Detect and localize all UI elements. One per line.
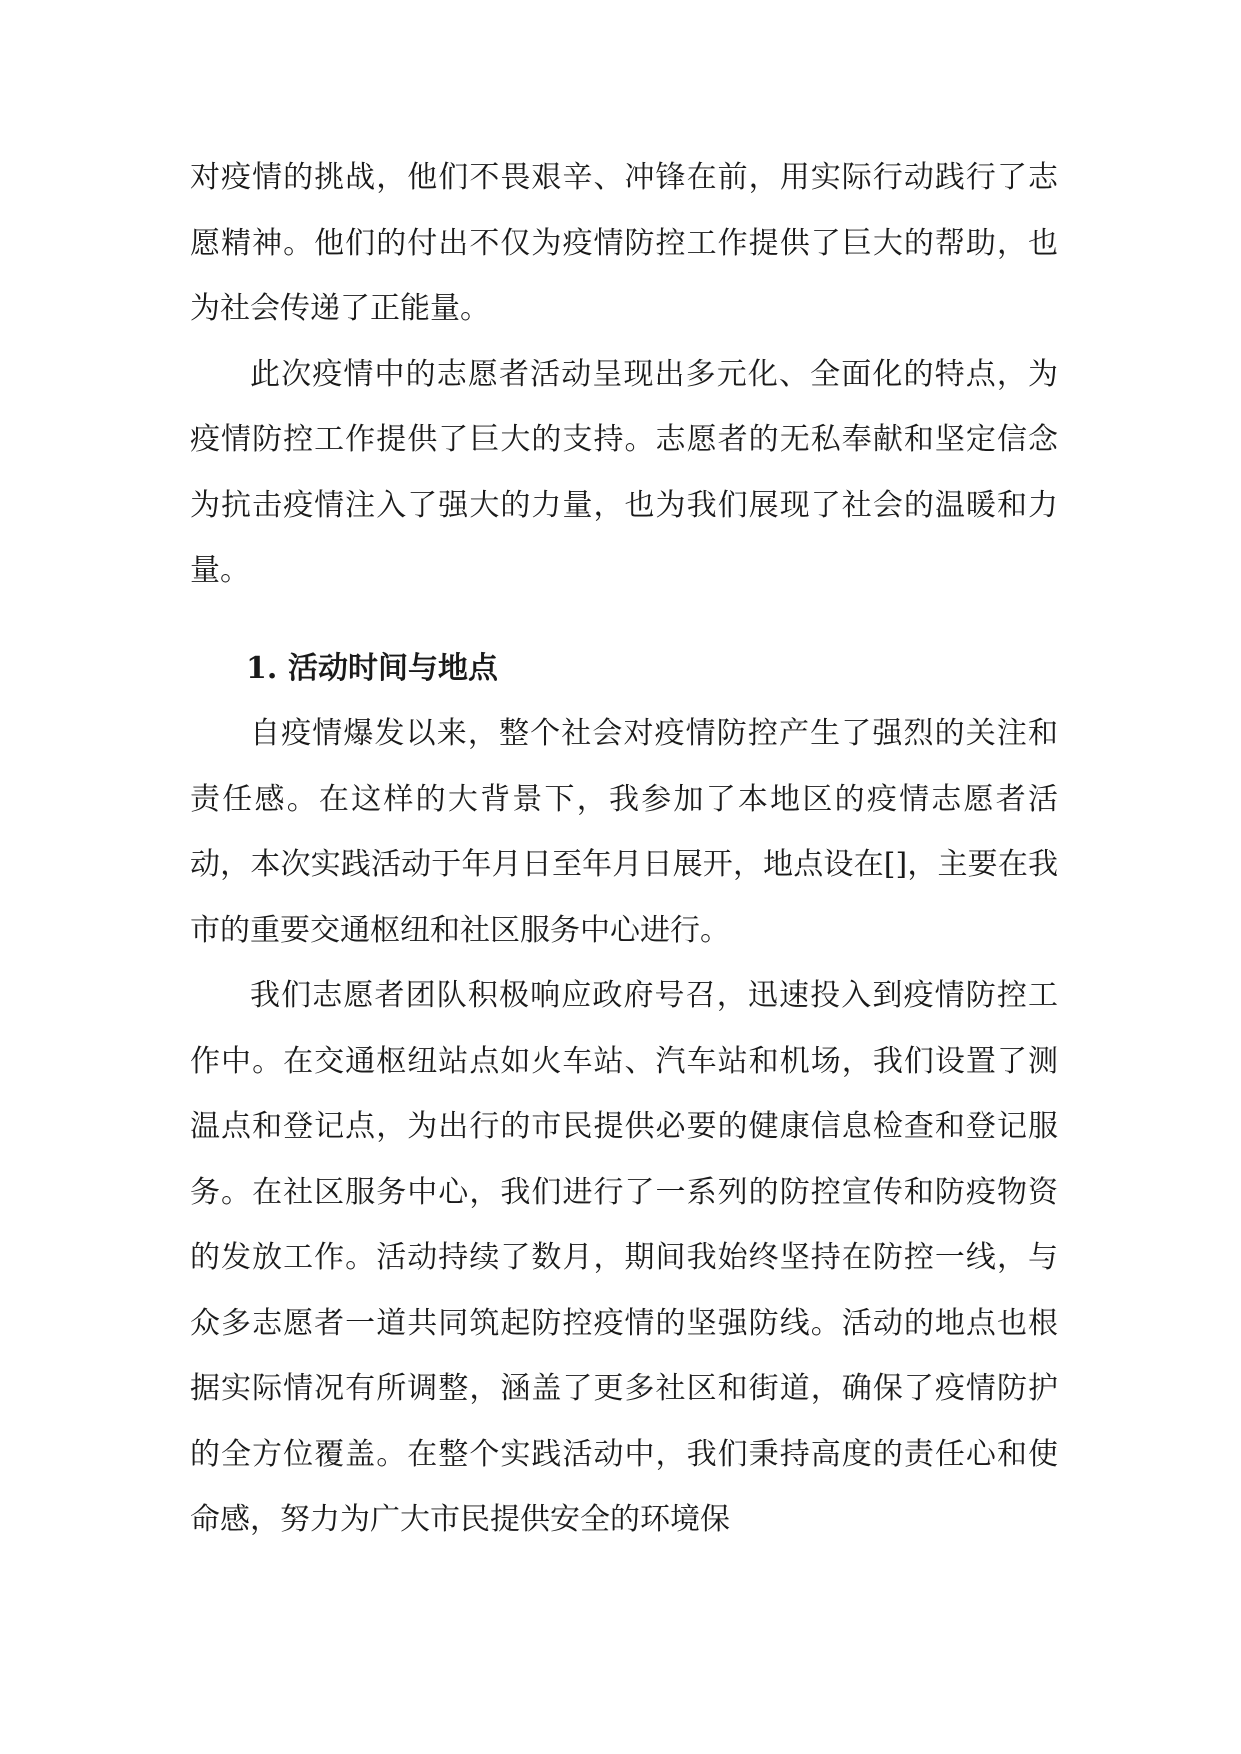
section-number: 1. <box>246 650 278 686</box>
paragraph-time-location: 自疫情爆发以来，整个社会对疫情防控产生了强烈的关注和责任感。在这样的大背景下，我参加了本地区的疫情志愿者活动，本次实践活动于年月日至年月日展开，地点设在[]，主要在我市的重要交通枢纽和社区服务中心进行。 <box>190 716 1058 948</box>
paragraph-volunteer-summary: 此次疫情中的志愿者活动呈现出多元化、全面化的特点，为疫情防控工作提供了巨大的支持。志愿者的无私奉献和坚定信念为抗击疫情注入了强大的力量，也为我们展现了社会的温暖和力量。 <box>190 356 1058 588</box>
paragraph-team-work: 我们志愿者团队积极响应政府号召，迅速投入到疫情防控工作中。在交通枢纽站点如火车站、汽车站和机场，我们设置了测温点和登记点，为出行的市民提供必要的健康信息检查和登记服务。在社区服务中心，我们进行了一系列的防控宣传和防疫物资的发放工作。活动持续了数月，期间我始终坚持在防控一线，与众多志愿者一道共同筑起防控疫情的坚强防线。活动的地点也根据实际情况有所调整，涵盖了更多社区和街道，确保了疫情防护的全方位覆盖。在整个实践活动中，我们秉持高度的责任心和使命感，努力为广大市民提供安全的环境保 <box>190 978 1058 1537</box>
document-body <box>190 145 1058 1553</box>
section-title: 活动时间与地点 <box>288 650 498 686</box>
section-heading <box>190 636 1058 702</box>
paragraph-continuation: 对疫情的挑战，他们不畏艰辛、冲锋在前，用实际行动践行了志愿精神。他们的付出不仅为疫情防控工作提供了巨大的帮助，也为社会传递了正能量。 <box>190 160 1058 326</box>
